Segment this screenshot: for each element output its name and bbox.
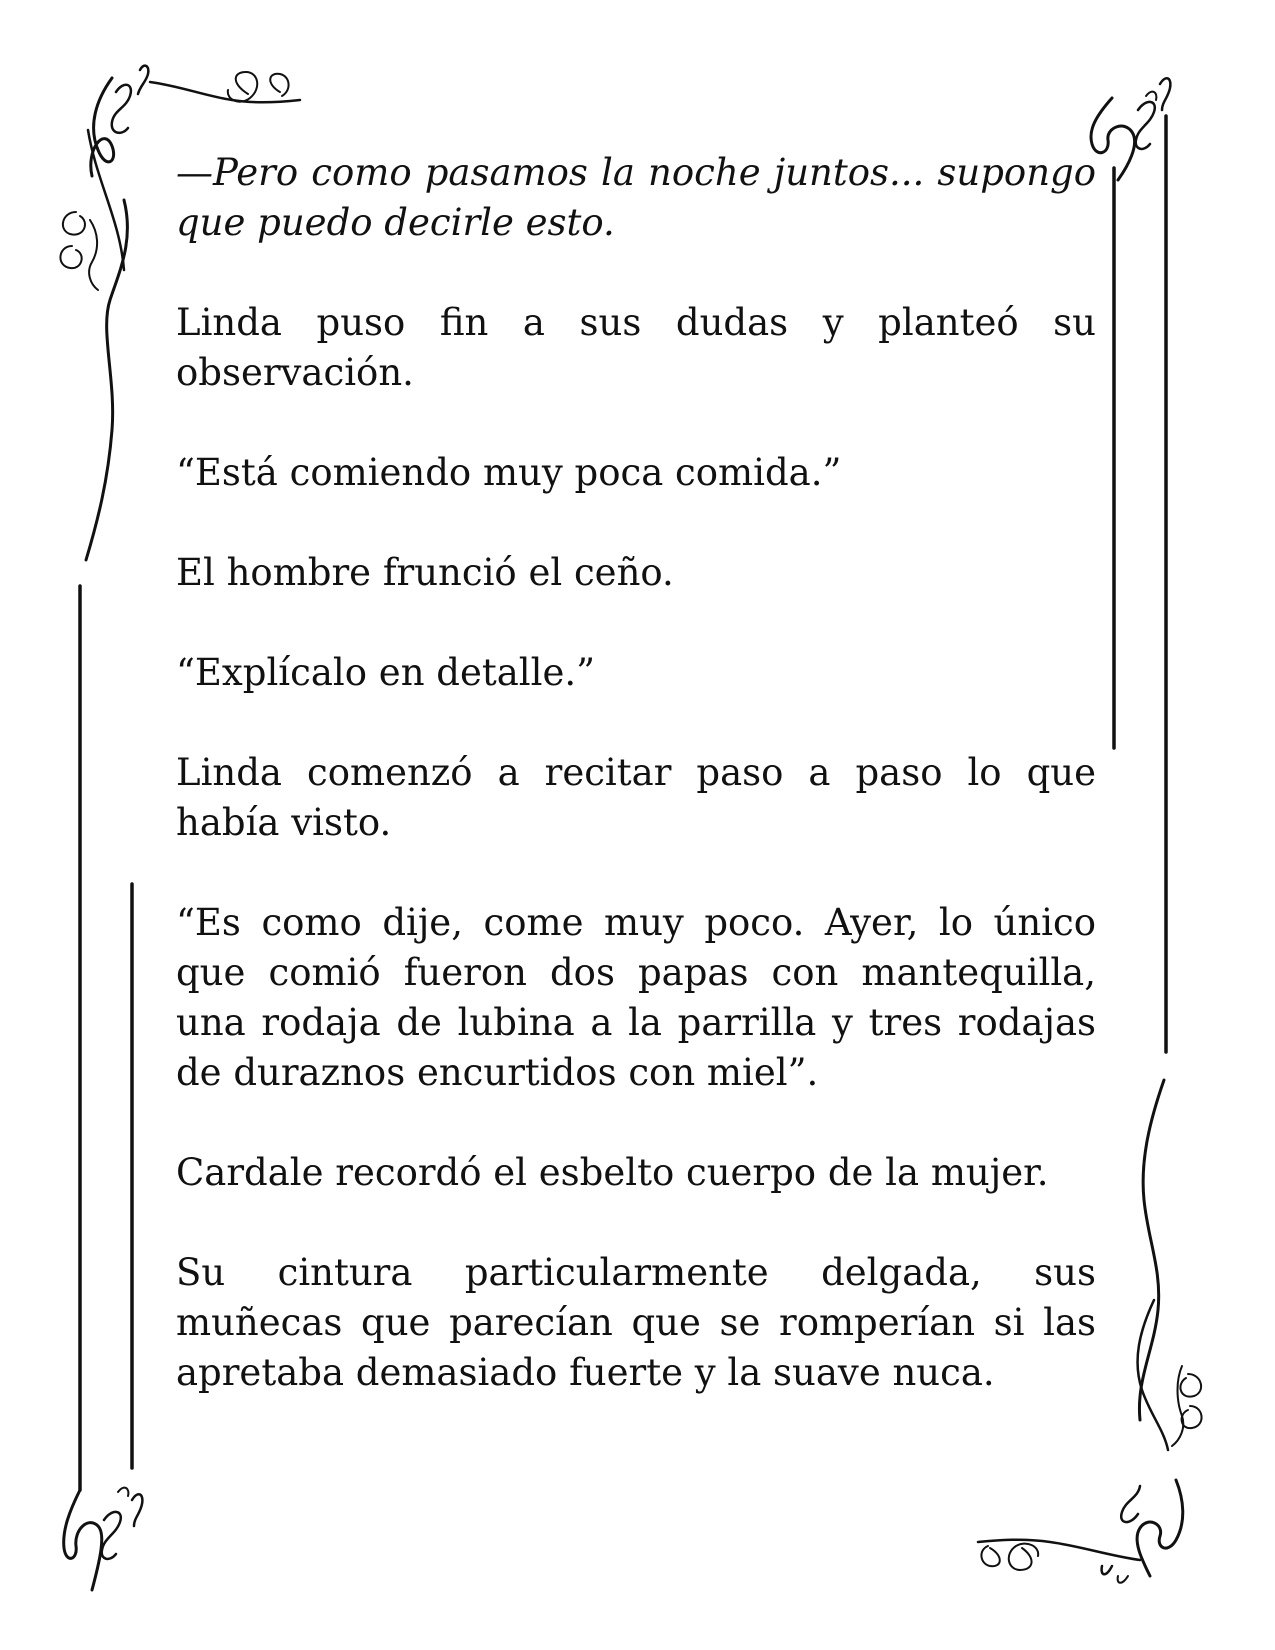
paragraph-7: “Es como dije, come muy poco. Ayer, lo único que comió fueron dos papas con mantequilla, una rodaja de lubina a la parrilla y tres rodajas de duraznos encurtidos con miel”. [176,901,1096,1094]
flourish-bottom-left-icon [64,1488,143,1590]
paragraph-4: El hombre frunció el ceño. [176,551,674,594]
paragraph-1: —Pero como pasamos la noche juntos... supongo que puedo decirle esto. [176,151,1096,244]
paragraph-6: Linda comenzó a recitar paso a paso lo que había visto. [176,751,1096,844]
document-body [176,148,1096,1398]
flourish-top-right-icon [1091,78,1170,180]
paragraph-8: Cardale recordó el esbelto cuerpo de la mujer. [176,1151,1049,1194]
paragraph-2: Linda puso fin a sus dudas y planteó su observación. [176,301,1096,394]
paragraph-3: “Está comiendo muy poca comida.” [176,451,842,494]
paragraph-9: Su cintura particularmente delgada, sus muñecas que parecían que se romperían si las apretaba demasiado fuerte y la suave nuca. [176,1251,1096,1394]
paragraph-5: “Explícalo en detalle.” [176,651,596,694]
